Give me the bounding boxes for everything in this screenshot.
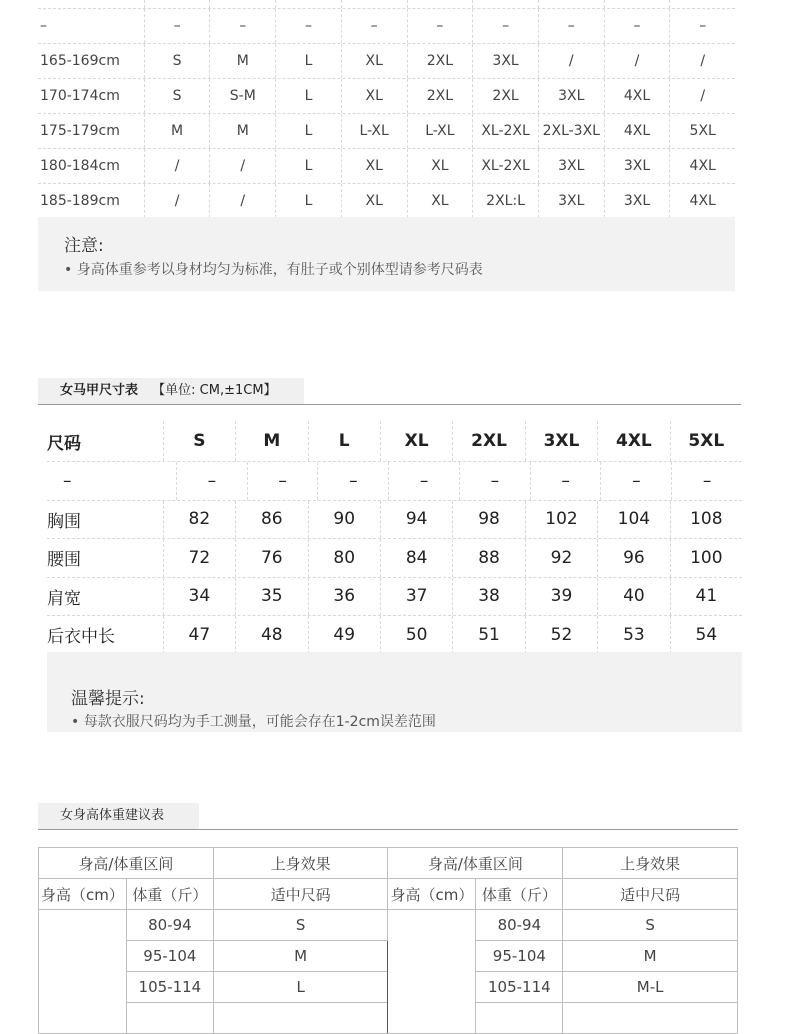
cell: 3XL [604, 184, 670, 218]
cell: 98 [452, 501, 524, 539]
table-row [38, 0, 735, 9]
cell: 36 [308, 578, 380, 616]
cell: M [209, 44, 275, 78]
table-row [39, 910, 738, 941]
cell: L [275, 114, 341, 148]
cell: 5XL [669, 114, 735, 148]
row-label: 185-189cm [40, 193, 120, 209]
cell: – [530, 462, 601, 500]
cell: S [144, 44, 210, 78]
table-row [47, 539, 742, 578]
cell: XL [341, 79, 407, 113]
cell: 108 [670, 501, 742, 539]
section-title: 女马甲尺寸表 [60, 383, 139, 398]
cell: 35 [235, 578, 307, 616]
notice-text: • 每款衣服尺码均为手工测量，可能会存在1-2cm误差范围 [71, 714, 436, 730]
cell: – [209, 9, 275, 43]
cell [407, 0, 473, 8]
cell: – [317, 462, 388, 500]
cell: / [209, 184, 275, 218]
vest-size-table [47, 421, 742, 654]
cell: XL-2XL [472, 114, 538, 148]
cell: 50 [380, 616, 452, 654]
cell: – [247, 462, 318, 500]
cell [126, 1003, 213, 1034]
cell: – [671, 462, 742, 500]
cell [275, 0, 341, 8]
cell: / [669, 44, 735, 78]
cell: M [235, 421, 307, 461]
cell: XL [380, 421, 452, 461]
notice-title: 注意: [64, 236, 104, 256]
cell: L [308, 421, 380, 461]
cell: 53 [597, 616, 669, 654]
cell: – [275, 9, 341, 43]
row-label: 175-179cm [40, 123, 120, 139]
women-size-table [38, 847, 738, 1034]
cell: 3XL [538, 79, 604, 113]
cell: – [144, 9, 210, 43]
section-title: 女身高体重建议表 [60, 808, 165, 823]
section-unit: 【单位: CM,±1CM】 [152, 383, 277, 398]
row-label: 170-174cm [40, 88, 120, 104]
cell: / [144, 184, 210, 218]
cell: 38 [452, 578, 524, 616]
group-header: 上身效果 [563, 848, 738, 879]
cell [669, 0, 735, 8]
cell: 41 [670, 578, 742, 616]
cell: 80 [308, 539, 380, 577]
cell: 2XL-3XL [538, 114, 604, 148]
cell: 105-114 [476, 972, 563, 1003]
table-row [38, 184, 735, 218]
cell: 76 [235, 539, 307, 577]
table-row [38, 44, 735, 79]
cell: L [275, 184, 341, 218]
cell: 105-114 [126, 972, 213, 1003]
cell: 88 [452, 539, 524, 577]
cell: 47 [163, 616, 235, 654]
cell: / [144, 149, 210, 183]
cell: 51 [452, 616, 524, 654]
cell: S [563, 910, 738, 941]
cell: 94 [380, 501, 452, 539]
cell: 104 [597, 501, 669, 539]
cell [538, 0, 604, 8]
cell: L [275, 44, 341, 78]
section-tab-women [38, 803, 199, 829]
cell: / [604, 44, 670, 78]
cell: 80-94 [126, 910, 213, 941]
cell: S [163, 421, 235, 461]
table-row [47, 578, 742, 617]
cell: 2XL [472, 79, 538, 113]
cell: M [209, 114, 275, 148]
cell [604, 0, 670, 8]
row-label: – [63, 470, 72, 491]
table-row [38, 79, 735, 114]
cell: S [213, 910, 388, 941]
cell: 49 [308, 616, 380, 654]
column-header: 体重（斤） [126, 879, 213, 910]
cell: L-XL [341, 114, 407, 148]
table-row [47, 462, 742, 501]
cell: 54 [670, 616, 742, 654]
cell: 92 [525, 539, 597, 577]
cell: 40 [597, 578, 669, 616]
cell: 4XL [669, 149, 735, 183]
cell: / [669, 79, 735, 113]
group-header: 身高/体重区间 [39, 848, 214, 879]
cell: 34 [163, 578, 235, 616]
row-label: 胸围 [47, 511, 81, 532]
height-cell [39, 910, 127, 1034]
cell: L [275, 79, 341, 113]
cell: XL [341, 149, 407, 183]
cell: 86 [235, 501, 307, 539]
notice-text: • 身高体重参考以身材均匀为标准，有肚子或个别体型请参考尺码表 [64, 262, 483, 278]
row-label: 腰围 [47, 550, 81, 571]
cell: 3XL [538, 149, 604, 183]
cell: 2XL [452, 421, 524, 461]
column-header: 身高（cm） [388, 879, 476, 910]
cell [472, 0, 538, 8]
cell: 2XL [407, 44, 473, 78]
cell: 4XL [669, 184, 735, 218]
table-row [38, 149, 735, 184]
cell: – [472, 9, 538, 43]
cell: 2XL:L [472, 184, 538, 218]
table-header-row [39, 848, 738, 879]
cell: S [144, 79, 210, 113]
divider [38, 404, 741, 405]
cell: 72 [163, 539, 235, 577]
cell: 84 [380, 539, 452, 577]
group-header: 身高/体重区间 [388, 848, 563, 879]
table-subheader-row [39, 879, 738, 910]
cell [341, 0, 407, 8]
row-label: 后衣中长 [47, 627, 115, 648]
cell: 52 [525, 616, 597, 654]
notice-title: 温馨提示: [71, 689, 145, 709]
cell: – [176, 462, 247, 500]
cell: 48 [235, 616, 307, 654]
cell: 3XL [472, 44, 538, 78]
row-label: 180-184cm [40, 158, 120, 174]
cell [213, 1003, 388, 1034]
height-cell [388, 910, 476, 1034]
cell: – [388, 462, 459, 500]
cell: XL [341, 184, 407, 218]
cell: M-L [563, 972, 738, 1003]
men-size-table [38, 0, 735, 218]
cell: 4XL [597, 421, 669, 461]
cell [563, 1003, 738, 1034]
cell: XL [407, 149, 473, 183]
row-label: 尺码 [47, 433, 81, 454]
column-header: 适中尺码 [213, 879, 388, 910]
cell: – [600, 462, 671, 500]
cell: M [144, 114, 210, 148]
cell: XL [407, 184, 473, 218]
cell: L [213, 972, 388, 1003]
cell: – [341, 9, 407, 43]
notice-box [47, 652, 742, 732]
column-header: 身高（cm） [39, 879, 127, 910]
cell: 39 [525, 578, 597, 616]
table-row [47, 501, 742, 540]
cell: M [213, 941, 388, 972]
cell: XL-2XL [472, 149, 538, 183]
table-header-row [47, 421, 742, 462]
cell: 3XL [525, 421, 597, 461]
cell: S-M [209, 79, 275, 113]
cell: – [538, 9, 604, 43]
cell: / [209, 149, 275, 183]
cell: 102 [525, 501, 597, 539]
table-row [38, 114, 735, 149]
row-label: 肩宽 [47, 588, 81, 609]
divider [38, 829, 738, 830]
cell [476, 1003, 563, 1034]
cell: 3XL [604, 149, 670, 183]
cell: 3XL [538, 184, 604, 218]
cell: – [407, 9, 473, 43]
cell: – [459, 462, 530, 500]
cell: 5XL [670, 421, 742, 461]
cell: 100 [670, 539, 742, 577]
cell: 95-104 [476, 941, 563, 972]
cell: L [275, 149, 341, 183]
row-label [38, 0, 144, 8]
group-header: 上身效果 [213, 848, 388, 879]
cell: 37 [380, 578, 452, 616]
table-row [47, 616, 742, 654]
column-header: 适中尺码 [563, 879, 738, 910]
row-label: – [40, 18, 47, 34]
cell: 4XL [604, 79, 670, 113]
cell: 4XL [604, 114, 670, 148]
cell: 82 [163, 501, 235, 539]
cell: 90 [308, 501, 380, 539]
cell [144, 0, 210, 8]
cell: M [563, 941, 738, 972]
cell: 2XL [407, 79, 473, 113]
cell: 95-104 [126, 941, 213, 972]
row-label: 165-169cm [40, 53, 120, 69]
cell: L-XL [407, 114, 473, 148]
section-tab-vest [38, 378, 304, 404]
column-header: 体重（斤） [476, 879, 563, 910]
notice-box [38, 217, 735, 291]
cell: 96 [597, 539, 669, 577]
cell: / [538, 44, 604, 78]
cell: 80-94 [476, 910, 563, 941]
cell [209, 0, 275, 8]
cell: – [604, 9, 670, 43]
table-row [38, 9, 735, 44]
cell: – [669, 9, 735, 43]
cell: XL [341, 44, 407, 78]
